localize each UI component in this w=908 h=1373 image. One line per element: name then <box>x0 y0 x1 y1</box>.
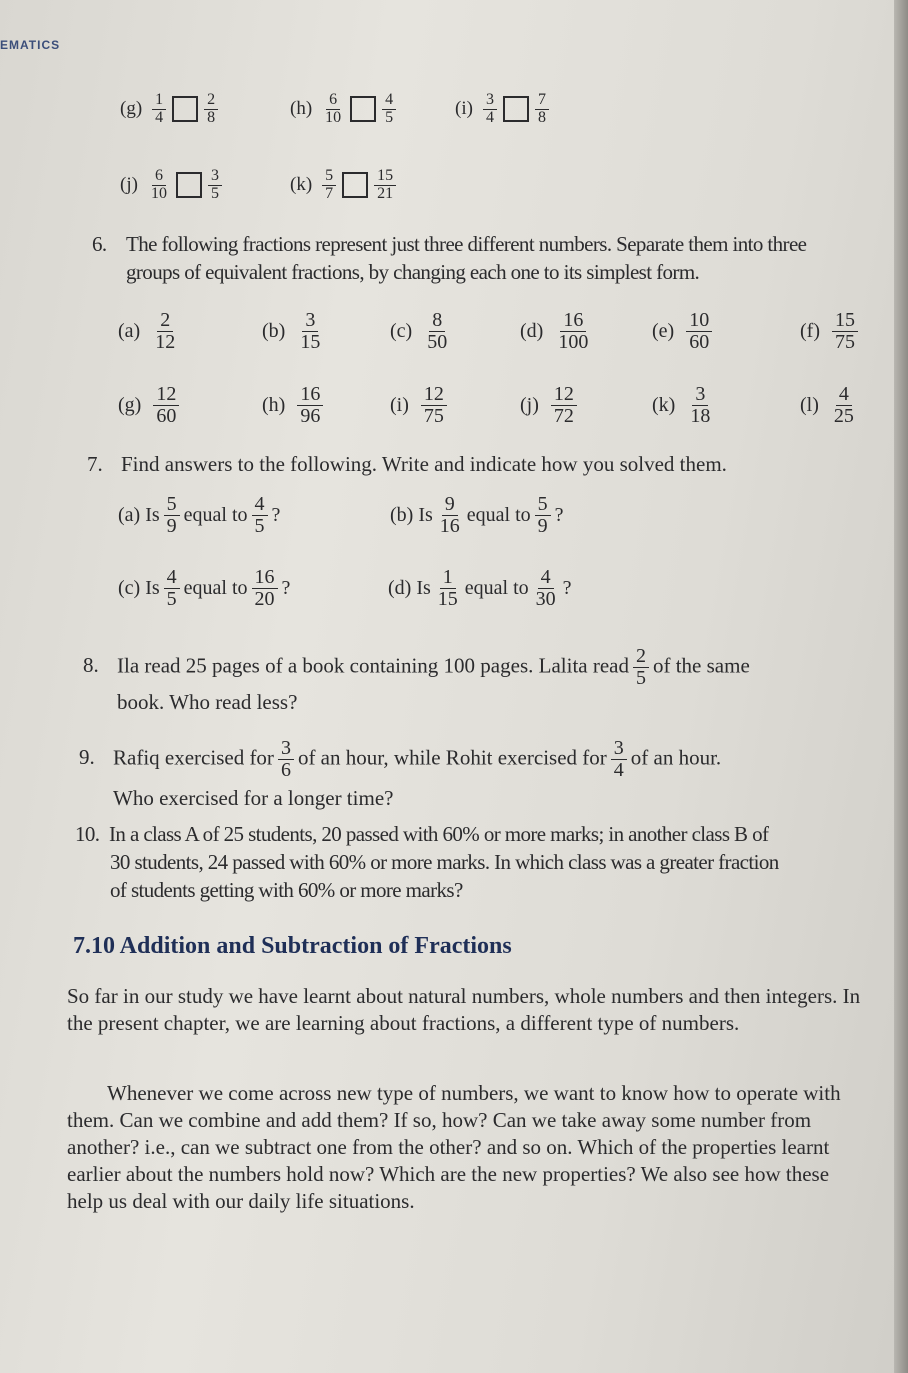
numerator: 9 <box>442 494 458 516</box>
compare-label: (g) <box>120 98 143 120</box>
q6-fraction <box>297 384 323 427</box>
q7-question-mark: ? <box>271 504 281 526</box>
q8-text-part1: Ila read 25 pages of a book containing 100 pages. Lalita read <box>117 653 629 678</box>
q7-question-mark: ? <box>554 504 564 526</box>
q7-fraction-a <box>435 567 461 610</box>
numerator: 2 <box>204 92 218 110</box>
q7-item <box>390 494 564 537</box>
numerator: 6 <box>152 168 166 186</box>
denominator: 15 <box>437 588 458 610</box>
q7-label: (b) Is <box>390 504 433 526</box>
denominator: 8 <box>207 108 216 126</box>
q6-line2: groups of equivalent fractions, by changing each one to its simplest form. <box>126 260 700 284</box>
denominator: 9 <box>166 515 177 537</box>
denominator: 25 <box>833 405 854 427</box>
q7-question-mark: ? <box>281 577 291 599</box>
numerator: 16 <box>297 384 323 406</box>
denominator: 12 <box>155 331 176 353</box>
q7-equal-to: equal to <box>183 504 248 526</box>
denominator: 75 <box>834 331 855 353</box>
q7-question-mark: ? <box>562 577 572 599</box>
q7-label: (a) Is <box>118 504 160 526</box>
q6-item <box>800 384 861 427</box>
numerator: 4 <box>252 494 268 516</box>
denominator: 5 <box>385 108 394 126</box>
q9-frac2-den: 4 <box>613 759 624 781</box>
compare-label: (i) <box>455 98 473 120</box>
denominator: 9 <box>537 515 548 537</box>
q6-label: (j) <box>520 394 539 416</box>
q7-item <box>118 494 280 537</box>
page-edge <box>894 0 908 1373</box>
q9-fraction1 <box>278 738 294 781</box>
compare-label: (k) <box>290 174 313 196</box>
q8-line2: book. Who read less? <box>117 690 298 714</box>
q8-fraction <box>633 646 649 689</box>
numerator: 16 <box>560 310 586 332</box>
q7-number: 7. <box>87 452 103 476</box>
denominator: 60 <box>156 405 177 427</box>
denominator: 72 <box>553 405 574 427</box>
numerator: 12 <box>551 384 577 406</box>
numerator: 3 <box>483 92 497 110</box>
q6-label: (d) <box>520 320 544 342</box>
answer-box[interactable] <box>342 172 368 198</box>
answer-box[interactable] <box>176 172 202 198</box>
numerator: 12 <box>153 384 179 406</box>
q6-fraction <box>297 310 323 353</box>
numerator: 6 <box>326 92 340 110</box>
answer-box[interactable] <box>172 96 198 122</box>
q6-fraction <box>832 310 858 353</box>
q6-label: (e) <box>652 320 675 342</box>
q7-fraction-b <box>535 494 551 537</box>
q8-frac-den: 5 <box>635 667 646 689</box>
q6-fraction <box>424 310 450 353</box>
q6-item <box>520 384 581 427</box>
q7-fraction-b <box>252 567 278 610</box>
compare-item <box>290 92 400 127</box>
q9-line1 <box>79 738 721 781</box>
q6-number: 6. <box>92 232 107 256</box>
q6-label: (b) <box>262 320 286 342</box>
numerator: 1 <box>440 567 456 589</box>
compare-item <box>120 168 226 203</box>
q7-text: Find answers to the following. Write and indicate how you solved them. <box>121 452 727 476</box>
numerator: 15 <box>374 168 396 186</box>
q6-item <box>118 310 182 353</box>
q8-text-part2: of the same <box>652 653 750 678</box>
denominator: 18 <box>690 405 711 427</box>
q7-equal-to: equal to <box>464 577 529 599</box>
denominator: 75 <box>423 405 444 427</box>
denominator: 5 <box>210 184 219 202</box>
q6-item <box>262 384 327 427</box>
q7-fraction-b <box>533 567 559 610</box>
q6-label: (a) <box>118 320 141 342</box>
q10-number: 10. <box>75 822 100 846</box>
q9-frac1-num: 3 <box>278 738 294 760</box>
answer-box[interactable] <box>350 96 376 122</box>
fraction-left <box>148 168 170 203</box>
q10-line3: of students getting with 60% or more marks? <box>110 878 463 902</box>
numerator: 12 <box>421 384 447 406</box>
denominator: 30 <box>535 588 556 610</box>
q6-label: (g) <box>118 394 142 416</box>
numerator: 5 <box>164 494 180 516</box>
compare-label: (j) <box>120 174 138 196</box>
compare-item <box>290 168 400 203</box>
numerator: 3 <box>692 384 708 406</box>
denominator: 60 <box>689 331 710 353</box>
denominator: 5 <box>166 588 177 610</box>
q6-label: (k) <box>652 394 676 416</box>
numerator: 4 <box>164 567 180 589</box>
denominator: 4 <box>155 108 164 126</box>
q6-fraction <box>555 310 591 353</box>
q7-equal-to: equal to <box>183 577 248 599</box>
denominator: 10 <box>325 108 342 126</box>
q8-number: 8. <box>83 653 99 678</box>
q6-label: (c) <box>390 320 413 342</box>
paragraph-2-text: Whenever we come across new type of numbers, we want to know how to operate with them. Can we combine and add them? If so, how? Can we take away some number from another? i.e., can we subtract one from the other? and so on. Which of the properties learnt earlier about the numbers hold now? Which are the new properties? We also see how these help us deal with our daily life situations. <box>67 1081 841 1213</box>
q6-label: (i) <box>390 394 409 416</box>
q6-item <box>520 310 595 353</box>
numerator: 3 <box>208 168 222 186</box>
numerator: 3 <box>302 310 318 332</box>
q9-text-part2: of an hour, while Rohit exercised for <box>297 745 607 770</box>
denominator: 50 <box>427 331 448 353</box>
compare-item <box>455 92 553 127</box>
numerator: 15 <box>832 310 858 332</box>
fraction-left <box>322 168 336 203</box>
q6-fraction <box>152 310 178 353</box>
q7-fraction-a <box>164 494 180 537</box>
q7-item <box>118 567 290 610</box>
compare-item <box>120 92 222 127</box>
q6-label: (l) <box>800 394 819 416</box>
q6-item <box>652 310 716 353</box>
denominator: 15 <box>300 331 321 353</box>
q6-item <box>390 310 454 353</box>
q6-item <box>652 384 717 427</box>
q7-item <box>388 567 572 610</box>
q6-item <box>118 384 183 427</box>
denominator: 21 <box>377 184 394 202</box>
q8-line1 <box>83 646 750 689</box>
numerator: 2 <box>157 310 173 332</box>
q6-fraction <box>831 384 857 427</box>
numerator: 4 <box>382 92 396 110</box>
paragraph-1-text: So far in our study we have learnt about natural numbers, whole numbers and then integers. In the present chapter, we are learning about fractions, a different type of numbers. <box>67 984 861 1035</box>
section-paragraph-2 <box>67 1080 867 1215</box>
fraction-right <box>204 92 218 127</box>
denominator: 8 <box>537 108 546 126</box>
q6-fraction <box>551 384 577 427</box>
q7-label: (d) Is <box>388 577 431 599</box>
denominator: 4 <box>485 108 494 126</box>
numerator: 4 <box>836 384 852 406</box>
q9-fraction2 <box>611 738 627 781</box>
q7-fraction-a <box>437 494 463 537</box>
q6-fraction <box>687 384 713 427</box>
running-header: EMATICS <box>0 38 61 52</box>
numerator: 7 <box>535 92 549 110</box>
denominator: 10 <box>150 184 167 202</box>
q7-line <box>87 452 727 477</box>
numerator: 5 <box>322 168 336 186</box>
q6-label: (h) <box>262 394 286 416</box>
fraction-right <box>535 92 549 127</box>
q10-text-line1: In a class A of 25 students, 20 passed with 60% or more marks; in another class B of <box>109 822 769 846</box>
q7-label: (c) Is <box>118 577 160 599</box>
q9-text-part1: Rafiq exercised for <box>113 745 274 770</box>
denominator: 20 <box>254 588 275 610</box>
q10-line1 <box>75 822 768 847</box>
fraction-left <box>322 92 344 127</box>
numerator: 4 <box>538 567 554 589</box>
fraction-right <box>208 168 222 203</box>
q6-item <box>390 384 451 427</box>
q6-fraction <box>686 310 712 353</box>
numerator: 1 <box>152 92 166 110</box>
q7-fraction-a <box>164 567 180 610</box>
denominator: 16 <box>439 515 460 537</box>
q6-fraction <box>153 384 179 427</box>
q9-line2: Who exercised for a longer time? <box>113 786 394 810</box>
section-paragraph-1 <box>67 983 867 1037</box>
denominator: 5 <box>254 515 265 537</box>
compare-label: (h) <box>290 98 313 120</box>
q9-frac2-num: 3 <box>611 738 627 760</box>
q9-text-part3: of an hour. <box>630 745 722 770</box>
denominator: 7 <box>325 184 334 202</box>
q6-item <box>800 310 862 353</box>
q6-fraction <box>421 384 447 427</box>
fraction-right <box>374 168 396 203</box>
denominator: 96 <box>300 405 321 427</box>
fraction-right <box>382 92 396 127</box>
q6-item <box>262 310 327 353</box>
q6-text-line1: The following fractions represent just three different numbers. Separate them into three <box>126 232 807 256</box>
numerator: 5 <box>535 494 551 516</box>
section-heading: 7.10 Addition and Subtraction of Fractions <box>73 933 512 959</box>
q6-label: (f) <box>800 320 820 342</box>
fraction-left <box>152 92 166 127</box>
numerator: 10 <box>686 310 712 332</box>
q8-frac-num: 2 <box>633 646 649 668</box>
q10-line2: 30 students, 24 passed with 60% or more marks. In which class was a greater fraction <box>110 850 779 874</box>
q7-equal-to: equal to <box>466 504 531 526</box>
q9-number: 9. <box>79 745 95 770</box>
denominator: 100 <box>558 331 589 353</box>
numerator: 8 <box>429 310 445 332</box>
q7-fraction-b <box>252 494 268 537</box>
numerator: 16 <box>252 567 278 589</box>
fraction-left <box>483 92 497 127</box>
answer-box[interactable] <box>503 96 529 122</box>
q9-frac1-den: 6 <box>280 759 291 781</box>
q6-line1 <box>92 232 806 257</box>
